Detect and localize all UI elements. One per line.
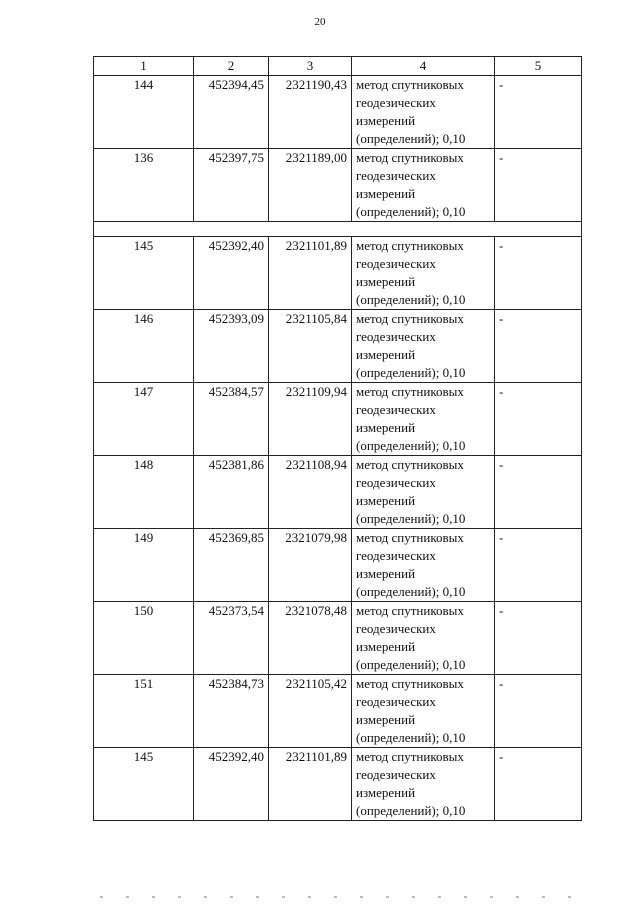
method-line: геодезических bbox=[356, 475, 436, 490]
method-line: (определений); 0,10 bbox=[356, 131, 466, 146]
column-header: 2 bbox=[194, 57, 269, 76]
point-number-cell: 148 bbox=[94, 456, 194, 529]
method-line: измерений bbox=[356, 566, 416, 581]
method-line: измерений bbox=[356, 712, 416, 727]
method-line: метод спутниковых bbox=[356, 311, 464, 326]
note-cell: - bbox=[495, 383, 582, 456]
note-cell: - bbox=[495, 529, 582, 602]
x-coordinate-cell: 452373,54 bbox=[194, 602, 269, 675]
method-line: измерений bbox=[356, 113, 416, 128]
method-cell bbox=[352, 456, 495, 529]
note-cell: - bbox=[495, 237, 582, 310]
method-line: геодезических bbox=[356, 256, 436, 271]
scan-noise bbox=[100, 896, 590, 898]
column-header: 1 bbox=[94, 57, 194, 76]
y-coordinate-cell: 2321105,84 bbox=[269, 310, 352, 383]
note-cell: - bbox=[495, 149, 582, 222]
coordinates-table bbox=[93, 56, 582, 821]
method-line: (определений); 0,10 bbox=[356, 438, 466, 453]
section-separator-row bbox=[94, 222, 582, 237]
table-header-row bbox=[94, 57, 582, 76]
method-line: (определений); 0,10 bbox=[356, 511, 466, 526]
method-line: (определений); 0,10 bbox=[356, 657, 466, 672]
x-coordinate-cell: 452394,45 bbox=[194, 76, 269, 149]
x-coordinate-cell: 452393,09 bbox=[194, 310, 269, 383]
method-line: измерений bbox=[356, 420, 416, 435]
x-coordinate-cell: 452384,73 bbox=[194, 675, 269, 748]
point-number-cell: 147 bbox=[94, 383, 194, 456]
method-line: геодезических bbox=[356, 767, 436, 782]
method-line: метод спутниковых bbox=[356, 77, 464, 92]
note-cell: - bbox=[495, 748, 582, 821]
point-number-cell: 149 bbox=[94, 529, 194, 602]
table-row bbox=[94, 748, 582, 821]
x-coordinate-cell: 452392,40 bbox=[194, 237, 269, 310]
point-number-cell: 136 bbox=[94, 149, 194, 222]
note-cell: - bbox=[495, 76, 582, 149]
point-number-cell: 150 bbox=[94, 602, 194, 675]
method-line: измерений bbox=[356, 639, 416, 654]
note-cell: - bbox=[495, 675, 582, 748]
method-line: геодезических bbox=[356, 694, 436, 709]
method-cell bbox=[352, 383, 495, 456]
method-line: измерений bbox=[356, 347, 416, 362]
point-number-cell: 151 bbox=[94, 675, 194, 748]
point-number-cell: 146 bbox=[94, 310, 194, 383]
table-row bbox=[94, 383, 582, 456]
method-line: измерений bbox=[356, 274, 416, 289]
y-coordinate-cell: 2321105,42 bbox=[269, 675, 352, 748]
method-cell bbox=[352, 529, 495, 602]
y-coordinate-cell: 2321079,98 bbox=[269, 529, 352, 602]
method-line: метод спутниковых bbox=[356, 530, 464, 545]
x-coordinate-cell: 452369,85 bbox=[194, 529, 269, 602]
column-header: 3 bbox=[269, 57, 352, 76]
point-number-cell: 144 bbox=[94, 76, 194, 149]
table-row bbox=[94, 675, 582, 748]
method-cell bbox=[352, 675, 495, 748]
column-header: 4 bbox=[352, 57, 495, 76]
note-cell: - bbox=[495, 602, 582, 675]
method-line: геодезических bbox=[356, 329, 436, 344]
table-row bbox=[94, 529, 582, 602]
method-cell bbox=[352, 237, 495, 310]
method-line: (определений); 0,10 bbox=[356, 204, 466, 219]
method-line: метод спутниковых bbox=[356, 150, 464, 165]
method-cell bbox=[352, 748, 495, 821]
method-cell bbox=[352, 149, 495, 222]
note-cell: - bbox=[495, 456, 582, 529]
y-coordinate-cell: 2321190,43 bbox=[269, 76, 352, 149]
note-cell: - bbox=[495, 310, 582, 383]
method-line: геодезических bbox=[356, 95, 436, 110]
table-row bbox=[94, 76, 582, 149]
point-number-cell: 145 bbox=[94, 748, 194, 821]
point-number-cell: 145 bbox=[94, 237, 194, 310]
y-coordinate-cell: 2321189,00 bbox=[269, 149, 352, 222]
x-coordinate-cell: 452384,57 bbox=[194, 383, 269, 456]
method-line: метод спутниковых bbox=[356, 603, 464, 618]
separator-cell bbox=[94, 222, 582, 237]
y-coordinate-cell: 2321108,94 bbox=[269, 456, 352, 529]
method-cell bbox=[352, 76, 495, 149]
method-line: измерений bbox=[356, 186, 416, 201]
page-number: 20 bbox=[314, 16, 326, 28]
y-coordinate-cell: 2321078,48 bbox=[269, 602, 352, 675]
method-line: метод спутниковых bbox=[356, 676, 464, 691]
y-coordinate-cell: 2321109,94 bbox=[269, 383, 352, 456]
table-row bbox=[94, 310, 582, 383]
table-row bbox=[94, 602, 582, 675]
method-line: геодезических bbox=[356, 621, 436, 636]
method-line: геодезических bbox=[356, 402, 436, 417]
table-row bbox=[94, 456, 582, 529]
method-line: метод спутниковых bbox=[356, 749, 464, 764]
method-line: (определений); 0,10 bbox=[356, 730, 466, 745]
y-coordinate-cell: 2321101,89 bbox=[269, 237, 352, 310]
method-cell bbox=[352, 602, 495, 675]
method-line: метод спутниковых bbox=[356, 238, 464, 253]
method-line: измерений bbox=[356, 493, 416, 508]
method-line: геодезических bbox=[356, 548, 436, 563]
y-coordinate-cell: 2321101,89 bbox=[269, 748, 352, 821]
method-cell bbox=[352, 310, 495, 383]
method-line: (определений); 0,10 bbox=[356, 803, 466, 818]
method-line: измерений bbox=[356, 785, 416, 800]
x-coordinate-cell: 452392,40 bbox=[194, 748, 269, 821]
column-header: 5 bbox=[495, 57, 582, 76]
x-coordinate-cell: 452397,75 bbox=[194, 149, 269, 222]
x-coordinate-cell: 452381,86 bbox=[194, 456, 269, 529]
method-line: (определений); 0,10 bbox=[356, 292, 466, 307]
method-line: метод спутниковых bbox=[356, 384, 464, 399]
table-row bbox=[94, 237, 582, 310]
method-line: метод спутниковых bbox=[356, 457, 464, 472]
method-line: геодезических bbox=[356, 168, 436, 183]
table-row bbox=[94, 149, 582, 222]
method-line: (определений); 0,10 bbox=[356, 365, 466, 380]
method-line: (определений); 0,10 bbox=[356, 584, 466, 599]
